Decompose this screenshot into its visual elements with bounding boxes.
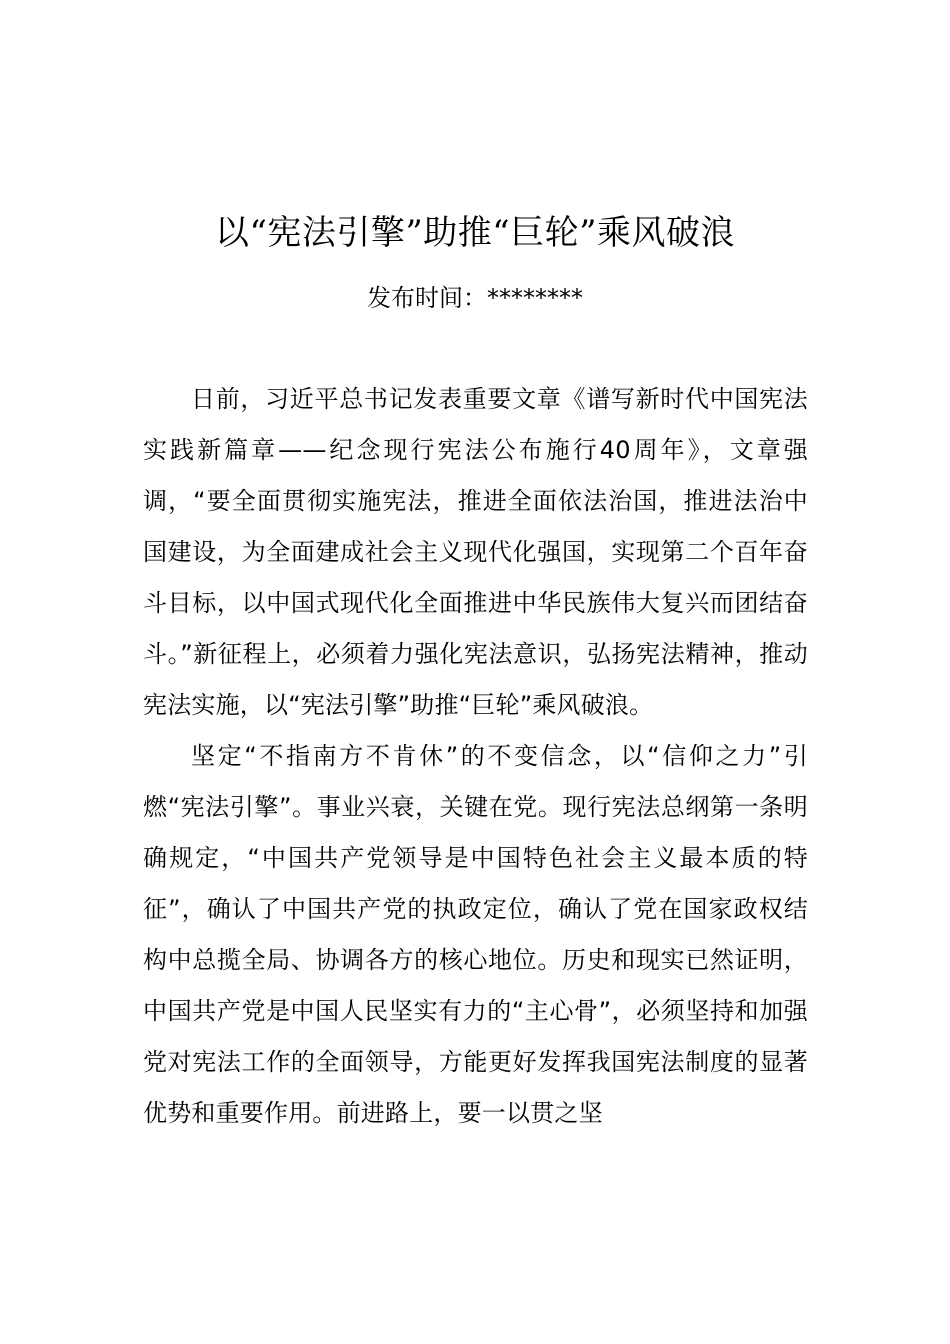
paragraph: 坚定“不指南方不肯休”的不变信念，以“信仰之力”引燃“宪法引擎”。事业兴衰，关键在党。现行宪法总纲第一条明确规定，“中国共产党领导是中国特色社会主义最本质的特征”，确认了中国共产党的执政定位，确认了党在国家政权结构中总揽全局、协调各方的核心地位。历史和现实已然证明，中国共产党是中国人民坚实有力的“主心骨”，必须坚持和加强党对宪法工作的全面领导，方能更好发挥我国宪法制度的显著优势和重要作用。前进路上，要一以贯之坚 bbox=[143, 742, 808, 1127]
document-body bbox=[143, 374, 808, 1139]
paragraph: 日前，习近平总书记发表重要文章《谱写新时代中国宪法实践新篇章——纪念现行宪法公布施行40周年》，文章强调，“要全面贯彻实施宪法，推进全面依法治国，推进法治中国建设，为全面建成社会主义现代化强国，实现第二个百年奋斗目标，以中国式现代化全面推进中华民族伟大复兴而团结奋斗。”新征程上，必须着力强化宪法意识，弘扬宪法精神，推动宪法实施，以“宪法引擎”助推“巨轮”乘风破浪。 bbox=[143, 385, 808, 719]
document-title: 以“宪法引擎”助推“巨轮”乘风破浪 bbox=[214, 213, 736, 253]
publish-time: 发布时间：******** bbox=[367, 284, 583, 312]
